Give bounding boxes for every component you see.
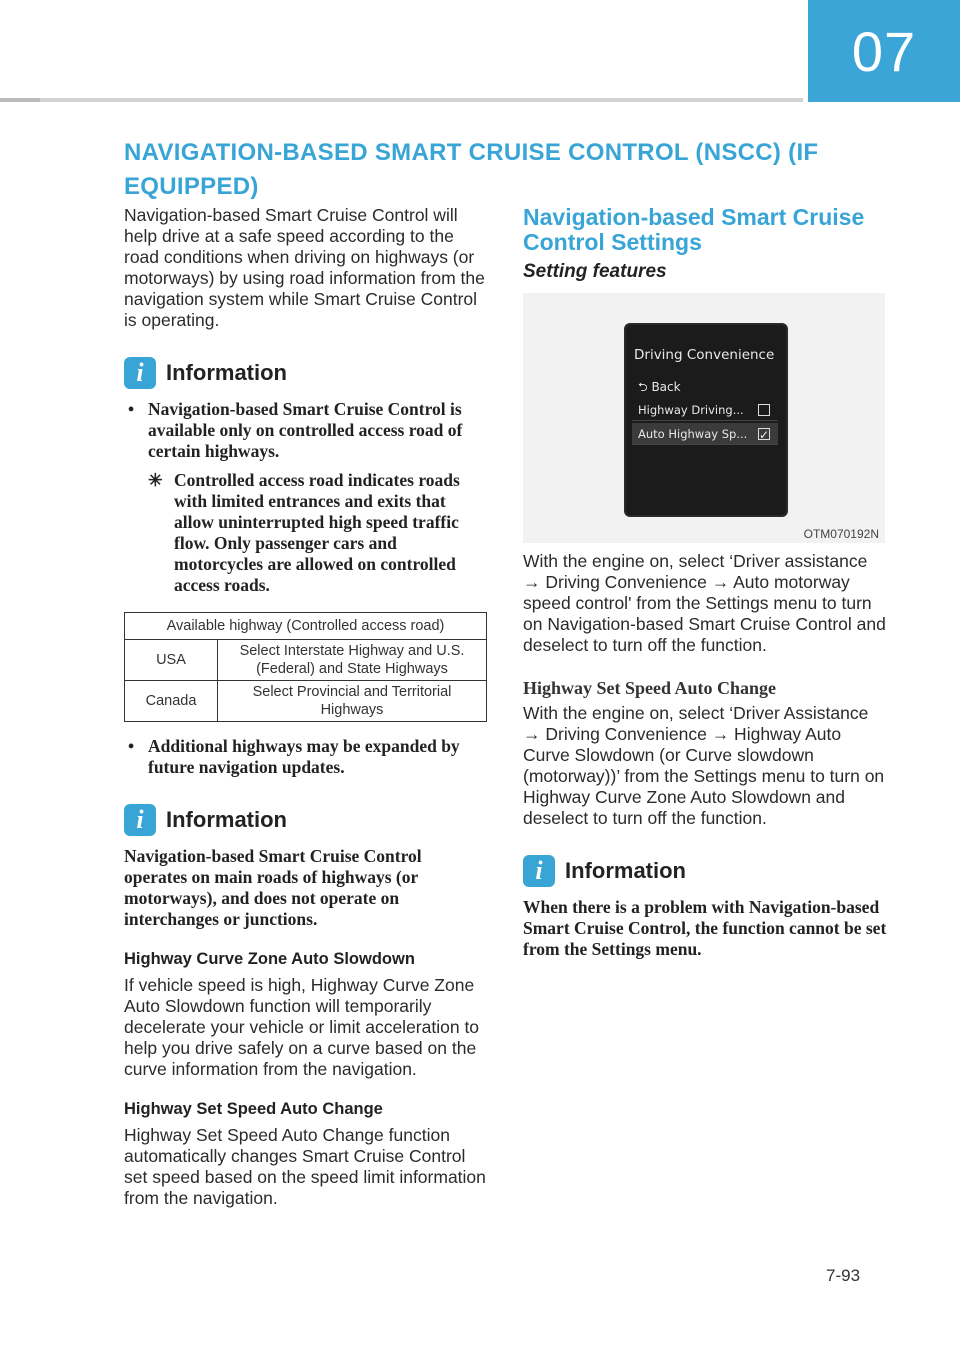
settings-figure — [523, 293, 885, 543]
info-title: Information — [565, 858, 686, 883]
checkbox-checked-icon — [758, 428, 770, 440]
cluster-screen — [624, 323, 788, 517]
screen-title: Driving Convenience — [634, 347, 775, 363]
table-cell-country: Canada — [125, 681, 218, 722]
screen-back — [638, 378, 681, 399]
info-bullet-text: Additional highways may be expanded by future navigation updates. — [148, 736, 460, 777]
screen-row-highway-driving — [632, 399, 778, 421]
speed-heading-right: Highway Set Speed Auto Change — [523, 678, 777, 698]
table-header: Available highway (Controlled access road) — [125, 613, 487, 640]
table-row — [125, 640, 487, 681]
table-cell-desc: Select Interstate Highway and U.S. (Federal) and State Highways — [218, 640, 487, 681]
settings-paragraph: With the engine on, select ‘Driver assistance → Driving Convenience → Auto motorway speed control' from the Settings menu to turn on Navigation-based Smart Cruise Control and deselect to turn off the function. — [523, 551, 886, 655]
curve-heading: Highway Curve Zone Auto Slowdown — [124, 950, 415, 968]
settings-heading: Navigation-based Smart Cruise Control Settings — [523, 204, 865, 255]
table-cell-country: USA — [125, 640, 218, 681]
screen-row-label: Auto Highway Sp... — [638, 427, 748, 441]
table-cell-desc: Select Provincial and Territorial Highways — [218, 681, 487, 722]
header-rule — [0, 98, 803, 102]
info-icon: i — [124, 357, 156, 389]
screen-row-auto-highway — [632, 423, 778, 445]
info-title: Information — [166, 360, 287, 385]
figure-code: OTM070192N — [803, 527, 879, 541]
back-label: Back — [651, 380, 681, 394]
info-text: When there is a problem with Navigation-based Smart Cruise Control, the function cannot be set from the Settings menu. — [523, 897, 887, 959]
curve-paragraph: If vehicle speed is high, Highway Curve Zone Auto Slowdown function will temporarily decelerate your vehicle or limit acceleration to help you drive safely on a curve based on the curve information from the navigation. — [124, 975, 480, 1079]
settings-subheading: Setting features — [523, 261, 667, 282]
info-icon: i — [523, 855, 555, 887]
info-note — [124, 470, 489, 596]
bullet-mark: • — [128, 736, 135, 756]
table-row — [125, 681, 487, 722]
speed-paragraph: Highway Set Speed Auto Change function automatically changes Smart Cruise Control set speed based on the speed limit information from the navigation. — [124, 1125, 486, 1208]
info-heading-2 — [124, 804, 489, 836]
checkbox-icon — [758, 404, 770, 416]
info-heading-3 — [523, 855, 888, 887]
page-number: 7-93 — [826, 1266, 861, 1285]
info-bullet — [124, 736, 489, 778]
info-heading-1 — [124, 357, 489, 389]
speed-heading: Highway Set Speed Auto Change — [124, 1100, 383, 1118]
asterisk-icon: ✳ — [148, 470, 163, 490]
back-arrow-icon: ⮌ — [638, 380, 648, 394]
info-bullet — [124, 399, 489, 462]
section-title: NAVIGATION-BASED SMART CRUISE CONTROL (NSCC) (IF EQUIPPED) — [124, 139, 819, 200]
info-text: Navigation-based Smart Cruise Control operates on main roads of highways (or motorways), and does not operate on interchanges or junctions. — [124, 846, 422, 929]
intro-paragraph: Navigation-based Smart Cruise Control will help drive at a safe speed according to the road conditions when driving on highways (or motorways) by using road information from the navigation system while Smart Cruise Control is operating. — [124, 205, 485, 330]
info-title: Information — [166, 807, 287, 832]
info-icon: i — [124, 804, 156, 836]
bullet-mark: • — [128, 399, 135, 419]
highway-table — [124, 612, 487, 722]
info-note-text: Controlled access road indicates roads with limited entrances and exits that allow uninterrupted high speed traffic flow. Only passenger cars and motorcycles are allowed on controlled access roads. — [174, 470, 460, 595]
screen-row-label: Highway Driving... — [638, 403, 744, 417]
info-bullet-text: Navigation-based Smart Cruise Control is available only on controlled access road of certain highways. — [148, 399, 463, 461]
right-column — [523, 205, 888, 960]
left-column — [124, 205, 489, 1209]
speed-paragraph-right: With the engine on, select ‘Driver Assistance → Driving Convenience → Highway Auto Curve Slowdown (or Curve slowdown (motorway))’ from the Settings menu to turn on Highway Curve Zone Auto Slowdown and deselect to turn off the function. — [523, 703, 885, 828]
chapter-tab: 07 — [808, 0, 960, 102]
